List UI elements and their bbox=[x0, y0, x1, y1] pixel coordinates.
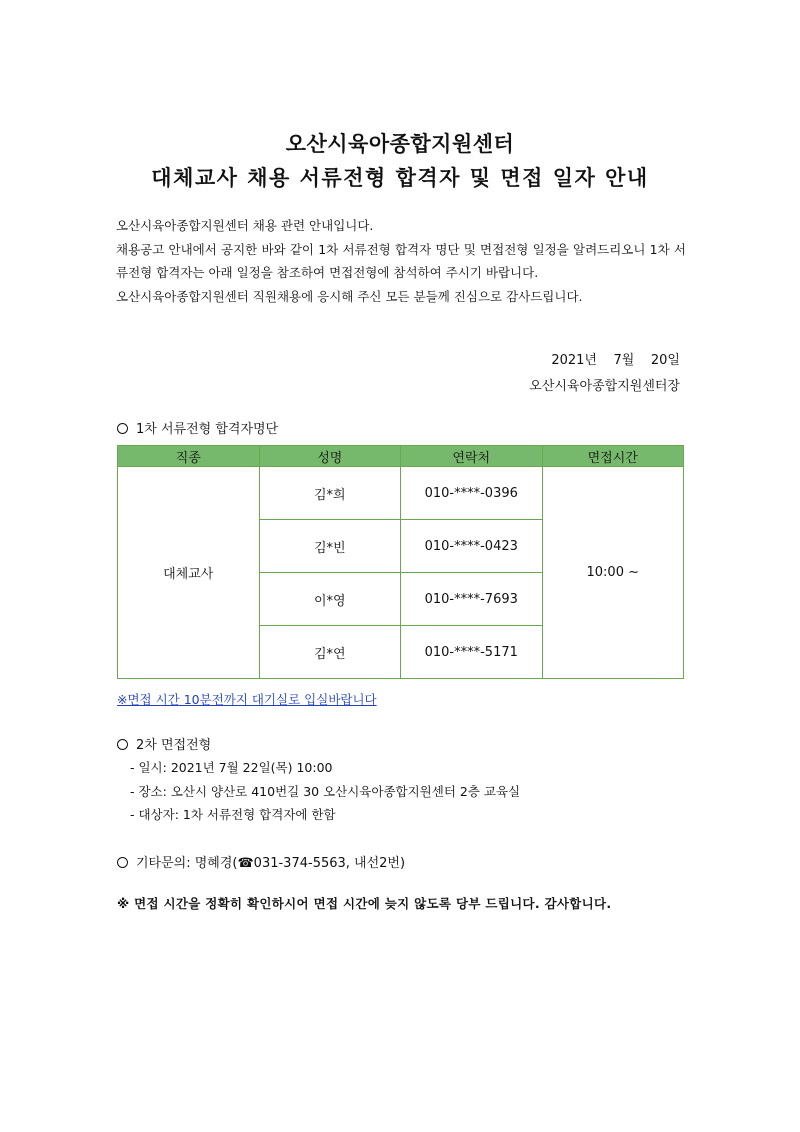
col-header-phone: 연락처 bbox=[401, 446, 543, 467]
closing-notice: ※ 면접 시간을 정확히 확인하시어 면접 시간에 늦지 않도록 당부 드립니다. 감사합니다. bbox=[117, 896, 612, 911]
intro-line: 채용공고 안내에서 공지한 바와 같이 1차 서류전형 합격자 명단 및 면접전형 일정을 알려드리오니 1차 서류전형 합격자는 아래 일정을 참조하여 면접전형에 참석하여 주시기 바랍니다. bbox=[116, 241, 686, 280]
name-cell: 김*빈 bbox=[259, 520, 401, 573]
name-cell: 김*희 bbox=[259, 467, 401, 520]
circle-bullet-icon bbox=[117, 423, 128, 434]
interview-time-cell: 10:00 ~ bbox=[542, 467, 684, 679]
intro-paragraph bbox=[116, 214, 686, 308]
col-header-time: 면접시간 bbox=[542, 446, 684, 467]
section2-heading-text: 2차 면접전형 bbox=[136, 738, 212, 753]
list-item: - 일시: 2021년 7월 22일(목) 10:00 bbox=[130, 760, 333, 775]
issue-date bbox=[529, 348, 680, 374]
circle-bullet-icon bbox=[117, 739, 128, 750]
table-header-row bbox=[118, 446, 684, 467]
col-header-job: 직종 bbox=[118, 446, 260, 467]
job-cell: 대체교사 bbox=[118, 467, 260, 679]
contact-info bbox=[117, 852, 405, 871]
date-day: 20일 bbox=[650, 353, 680, 368]
document-subtitle: 대체교사 채용 서류전형 합격자 및 면접 일자 안내 bbox=[151, 166, 649, 190]
name-cell: 김*연 bbox=[259, 626, 401, 679]
results-table bbox=[117, 445, 684, 679]
signature-block bbox=[529, 348, 680, 400]
date-month: 7월 bbox=[613, 353, 635, 368]
phone-cell: 010-****-5171 bbox=[401, 626, 543, 679]
date-year: 2021년 bbox=[551, 353, 597, 368]
col-header-name: 성명 bbox=[259, 446, 401, 467]
list-item: - 장소: 오산시 양산로 410번길 30 오산시육아종합지원센터 2층 교육실 bbox=[130, 783, 521, 799]
interview-details-list bbox=[130, 756, 520, 827]
name-cell: 이*영 bbox=[259, 573, 401, 626]
section1-heading-text: 1차 서류전형 합격자명단 bbox=[136, 422, 279, 437]
intro-line: 오산시육아종합지원센터 채용 관련 안내입니다. bbox=[116, 218, 374, 233]
phone-cell: 010-****-7693 bbox=[401, 573, 543, 626]
issuer-name: 오산시육아종합지원센터장 bbox=[529, 379, 680, 394]
waiting-room-note-link[interactable]: ※면접 시간 10분전까지 대기실로 입실바랍니다 bbox=[117, 692, 377, 707]
phone-cell: 010-****-0396 bbox=[401, 467, 543, 520]
document-title: 오산시육아종합지원센터 bbox=[285, 132, 515, 156]
circle-bullet-icon bbox=[117, 857, 128, 868]
phone-cell: 010-****-0423 bbox=[401, 520, 543, 573]
section2-heading bbox=[117, 734, 211, 753]
table-row bbox=[118, 467, 684, 520]
intro-line: 오산시육아종합지원센터 직원채용에 응시해 주신 모든 분들께 진심으로 감사드립니다. bbox=[116, 288, 583, 304]
section1-heading bbox=[117, 418, 278, 437]
list-item: - 대상자: 1차 서류전형 합격자에 한함 bbox=[130, 807, 336, 822]
contact-info-text: 기타문의: 명혜경(☎031-374-5563, 내선2번) bbox=[136, 856, 406, 871]
